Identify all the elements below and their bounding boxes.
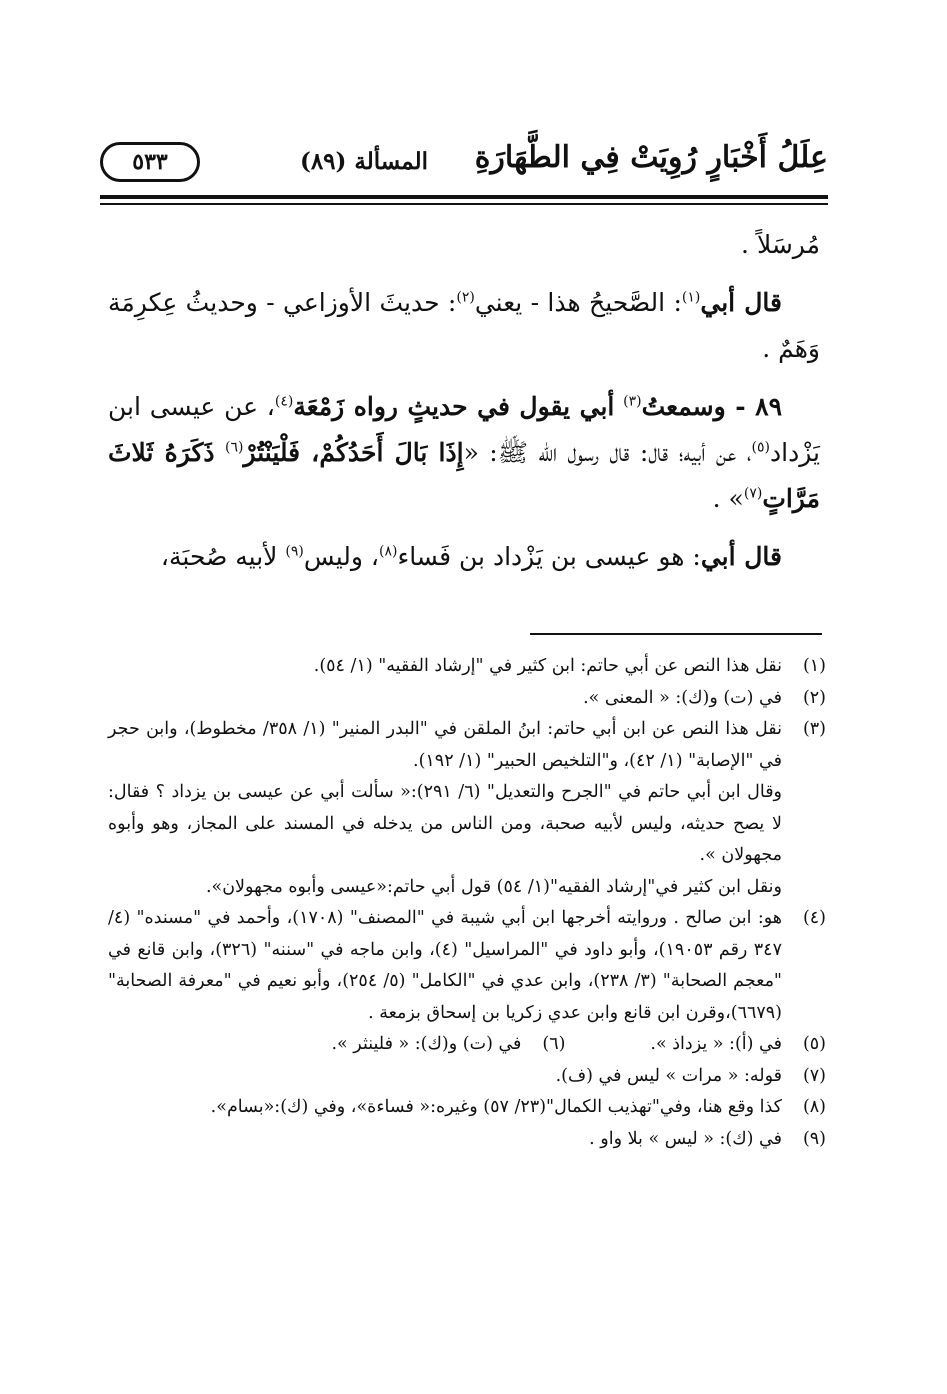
page-header xyxy=(100,138,828,188)
footnote-5 xyxy=(650,1029,826,1061)
footnote-ref-5[interactable]: (٥) xyxy=(751,439,771,456)
footnote-text: وقال ابن أبي حاتم في "الجرح والتعديل" (٦/ ٢٩١):« سألت أبي عن عيسى بن يزداد ؟ فقال: لا يصح حديثه، وليس لأبيه صحبة، ومن الناس من يدخله في المسند على المجاز، وهو وأبوه مجهولان ». xyxy=(108,782,783,865)
text-segment: : هو عيسى بن يَزْداد بن فَساء xyxy=(397,542,701,571)
footnote-9 xyxy=(108,1124,826,1156)
issue-heading-cont: أبي يقول في حديثٍ رواه زَمْعَة xyxy=(293,392,615,421)
footnote-number: (٥) xyxy=(802,1034,826,1054)
text-mursal: مُرسَلاً . xyxy=(741,230,820,259)
text-segment: : الصَّحيحُ هذا - يعني xyxy=(474,288,682,317)
footnote-number: (٣) xyxy=(802,719,826,739)
text-segment: ، عن أبيه؛ قال: قال رسول الله ﷺ: « xyxy=(463,438,752,467)
footnote-ref-8[interactable]: (٨) xyxy=(378,543,398,560)
footnote-text: هو: ابن صالح . وروايته أخرجها ابن أبي شيبة في "المصنف" (١٧٠٨)، وأحمد في "مسنده" (٤/ ٣٤٧ رقم ١٩٠٥٣)، وأبو داود في "المراسيل" (٤)، وابن ماجه في "سننه" (٣٢٦)، وابن قانع في "معجم الصحابة" (٣/ ٢٣٨)، وابن عدي في "الكامل" (٥/ ٢٥٤)، وأبو نعيم في "معرفة الصحابة" (٦٦٧٩)،وقرن ابن قانع وابن عدي زكريا بن إسحاق بزمعة . xyxy=(108,908,782,1023)
footnote-3 xyxy=(108,714,826,903)
header-rule-thick xyxy=(100,195,828,199)
paragraph-abi-2 xyxy=(108,534,820,580)
footnote-number: (١) xyxy=(802,656,826,676)
footnote-text: نقل هذا النص عن أبي حاتم: ابن كثير في "إرشاد الفقيه" (١/ ٥٤). xyxy=(313,656,782,676)
footnotes xyxy=(108,651,826,1155)
speaker-label: قال أبي xyxy=(700,288,782,317)
page-number: ٥٣٣ xyxy=(132,149,168,175)
issue-label: المسألة (٨٩) xyxy=(299,148,428,175)
footnote-number: (٤) xyxy=(802,908,826,928)
footnote-separator xyxy=(530,633,822,635)
footnote-number: (٧) xyxy=(802,1065,826,1086)
footnote-ref-3[interactable]: (٣) xyxy=(623,393,642,410)
footnote-text: كذا وقع هنا، وفي"تهذيب الكمال"(٢٣/ ٥٧) وغيره:« فساءة»، وفي (ك):«بسام». xyxy=(210,1097,782,1117)
page-number-badge xyxy=(100,142,200,182)
header-rule-thin xyxy=(100,203,828,205)
hadith-text: إِذَا بَالَ أَحَدُكُمْ، فَلْيَنْتُرْ xyxy=(243,438,464,467)
book-title: عِلَلُ أَخْبَارٍ رُوِيَتْ فِي الطَّهَارَةِ xyxy=(474,140,828,175)
footnote-number: (٢) xyxy=(802,687,826,708)
footnote-text: في (ك): « ليس » بلا واو . xyxy=(589,1128,782,1149)
footnote-2 xyxy=(108,683,826,715)
speaker-label: قال أبي xyxy=(700,542,782,571)
footnote-text: قوله: « مرات » ليس في (ف). xyxy=(555,1065,782,1086)
text-segment: : حديثَ الأوزاعي - وحديثُ عِكرِمَة وَهَمٌ . xyxy=(108,288,820,363)
footnote-6 xyxy=(331,1029,565,1061)
main-text xyxy=(108,222,820,580)
footnote-text: في (ت) و(ك): « المعنى ». xyxy=(583,687,782,708)
footnote-ref-1[interactable]: (١) xyxy=(681,289,701,306)
paragraph-mursal xyxy=(108,222,820,268)
footnote-ref-2[interactable]: (٢) xyxy=(456,289,475,306)
text-segment: » . xyxy=(712,484,744,513)
footnote-ref-7[interactable]: (٧) xyxy=(743,485,763,502)
footnote-1 xyxy=(108,651,826,683)
footnote-7 xyxy=(108,1061,826,1093)
hadith-text-cont: ذَكَرَهُ ثَلاثَ مَرَّاتٍ xyxy=(108,438,820,513)
footnote-text: في (أ): « يزداذ ». xyxy=(650,1034,782,1054)
footnote-4 xyxy=(108,903,826,1029)
footnote-ref-6[interactable]: (٦) xyxy=(224,439,244,456)
footnote-8 xyxy=(108,1092,826,1124)
text-segment: ، وليس xyxy=(303,542,379,571)
footnote-text: نقل هذا النص عن ابن أبي حاتم: ابنُ الملقن في "البدر المنير" (١/ ٣٥٨/ مخطوط)، وابن حجر في "الإصابة" (١/ ٤٢)، و"التلخيص الحبير" (١/ ١٩٢). xyxy=(108,719,782,771)
footnote-5-6 xyxy=(108,1029,826,1061)
footnote-text: ونقل ابن كثير في"إرشاد الفقيه"(١/ ٥٤) قول أبي حاتم:«عيسى وأبوه مجهولان». xyxy=(205,876,782,897)
paragraph-abi-1 xyxy=(108,280,820,372)
paragraph-issue-89 xyxy=(108,384,820,522)
footnote-text: في (ت) و(ك): « فلينثر ». xyxy=(331,1034,522,1054)
footnote-number: (٩) xyxy=(802,1128,826,1149)
footnote-ref-4[interactable]: (٤) xyxy=(274,393,294,410)
issue-heading: ٨٩ - وسمعتُ xyxy=(641,392,782,421)
text-segment: ، عن عيسى ابن يَزْداد xyxy=(108,392,820,467)
footnote-number: (٦) xyxy=(542,1034,566,1054)
footnote-number: (٨) xyxy=(802,1097,826,1117)
text-segment: لأبيه صُحبَة، xyxy=(160,542,278,571)
footnote-ref-9[interactable]: (٩) xyxy=(285,543,304,560)
